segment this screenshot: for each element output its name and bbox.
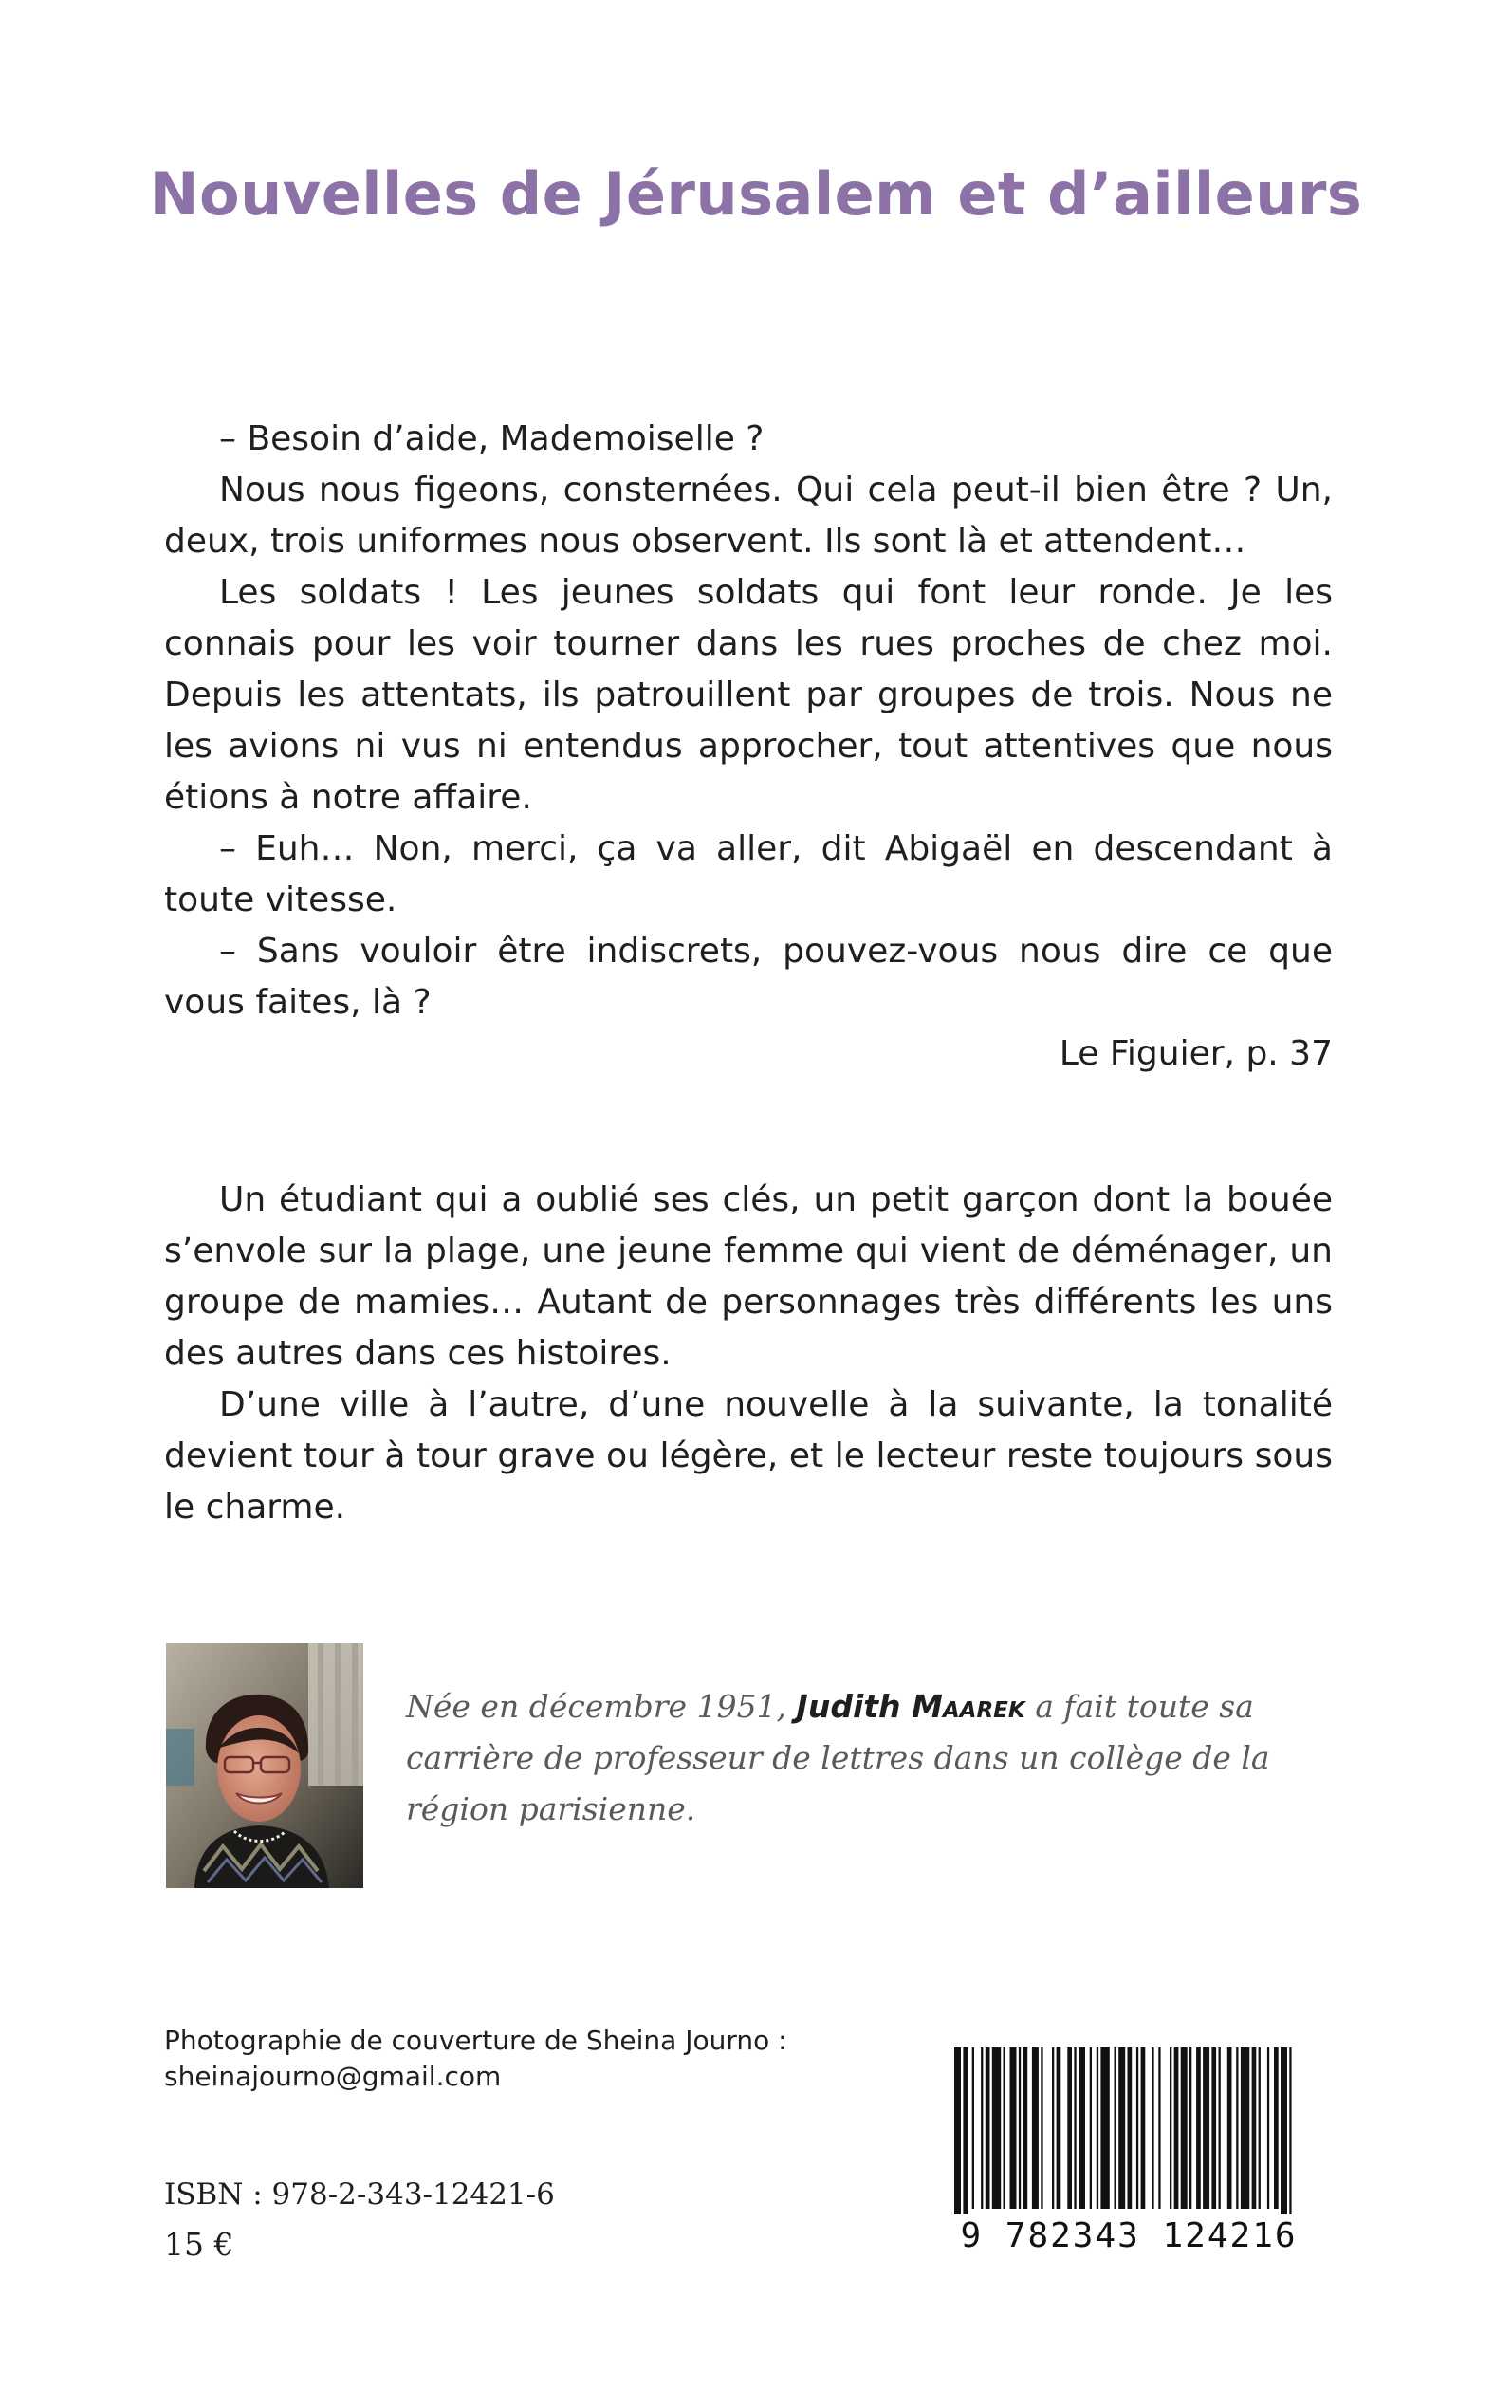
barcode-bar (1019, 2047, 1021, 2209)
excerpt-paragraph: – Euh… Non, merci, ça va aller, dit Abigaël en descendant à toute vitesse. (164, 829, 1333, 919)
barcode-bar (986, 2047, 990, 2209)
barcode-bars (949, 2047, 1309, 2214)
barcode-bar (1004, 2047, 1005, 2209)
barcode-bar (1067, 2047, 1072, 2209)
barcode-bar (1259, 2047, 1261, 2209)
barcode-bar (1203, 2047, 1209, 2209)
barcode-bar (981, 2047, 983, 2209)
barcode-bar (1152, 2047, 1153, 2209)
barcode-bar (1241, 2047, 1249, 2209)
author-bio (406, 1681, 1336, 1835)
barcode-bar (1100, 2047, 1109, 2209)
barcode-bar (1174, 2047, 1179, 2209)
author-last-name: Maarek (912, 1688, 1025, 1725)
photo-credits (164, 2023, 828, 2095)
excerpt-citation: Le Figuier, p. 37 (1059, 1034, 1333, 1073)
photo-credit-line: Photographie de couverture de Sheina Journo : (164, 2025, 787, 2056)
barcode-bar (1057, 2047, 1061, 2209)
barcode-bar (1181, 2047, 1188, 2209)
barcode-bar (1211, 2047, 1216, 2209)
barcode-bar (1041, 2047, 1042, 2209)
barcode-bar (1267, 2047, 1269, 2209)
barcode-bar (1074, 2047, 1076, 2209)
barcode-bar (1227, 2047, 1232, 2209)
excerpt-paragraph: Les soldats ! Les jeunes soldats qui font leur ronde. Je les connais pour les voir tourner dans les rues proches de chez moi. Depuis les attentats, ils patrouillent par groupes de trois. Nous ne les avions ni vus ni entendus approcher, tout attentives que nous étions à notre affaire. (164, 573, 1333, 817)
summary-block (164, 1175, 1333, 1533)
barcode-bar (1219, 2047, 1221, 2209)
barcode-bar (1158, 2047, 1160, 2209)
author-name (797, 1688, 1025, 1725)
barcode-bar (1289, 2047, 1291, 2214)
summary-paragraph: D’une ville à l’autre, d’une nouvelle à la suivante, la tonalité devient tour à tour grave ou légère, et le lecteur reste toujours sous le charme. (164, 1385, 1333, 1527)
barcode-bar (1128, 2047, 1133, 2209)
barcode-bar (954, 2047, 961, 2214)
barcode-bar (992, 2047, 1001, 2209)
author-bio-prefix: Née en décembre 1951, (406, 1688, 787, 1725)
barcode-bar (1170, 2047, 1171, 2209)
book-title: Nouvelles de Jérusalem et d’ailleurs (149, 159, 1363, 229)
barcode-bar (972, 2047, 974, 2209)
barcode (949, 2047, 1309, 2256)
barcode-bar (1274, 2047, 1279, 2209)
barcode-bar (1252, 2047, 1257, 2209)
price-text: 15 € (164, 2226, 234, 2263)
barcode-bar (1141, 2047, 1146, 2209)
photo-credit-email: sheinajourno@gmail.com (164, 2061, 502, 2092)
barcode-bar (1010, 2047, 1017, 2209)
barcode-bar (1097, 2047, 1098, 2209)
barcode-bar (1118, 2047, 1125, 2209)
barcode-bar (1115, 2047, 1116, 2209)
author-photo (166, 1643, 363, 1888)
barcode-bar (1236, 2047, 1238, 2209)
barcode-bar (1189, 2047, 1191, 2209)
barcode-bar (1281, 2047, 1287, 2214)
barcode-bar (1196, 2047, 1201, 2209)
barcode-bar (963, 2047, 968, 2214)
barcode-bar (1023, 2047, 1028, 2209)
excerpt-paragraph: – Sans vouloir être indiscrets, pouvez-vous nous dire ce que vous faites, là ? (164, 932, 1333, 1022)
barcode-bar (1052, 2047, 1054, 2209)
isbn-text: ISBN : 978-2-343-12421-6 (164, 2177, 555, 2212)
summary-paragraph: Un étudiant qui a oublié ses clés, un petit garçon dont la bouée s’envole sur la plage, une jeune femme qui vient de déménager, un groupe de mamies… Autant de personnages très différents les uns des autres dans ces histoires. (164, 1180, 1333, 1373)
excerpt-block (164, 414, 1333, 1080)
barcode-bar (1090, 2047, 1092, 2209)
author-first-name: Judith (796, 1688, 901, 1725)
barcode-bar (1032, 2047, 1039, 2209)
barcode-bar (1079, 2047, 1085, 2209)
author-bio-suffix: a fait toute sa carrière de professeur de lettres dans un collège de la région parisienne. (406, 1688, 1270, 1827)
barcode-bar (1136, 2047, 1138, 2209)
excerpt-paragraph: Nous nous figeons, consternées. Qui cela peut-il bien être ? Un, deux, trois uniformes nous observent. Ils sont là et attendent… (164, 471, 1333, 561)
barcode-digits: 9 782343 124216 (960, 2216, 1298, 2255)
excerpt-paragraph: – Besoin d’aide, Mademoiselle ? (219, 419, 765, 458)
